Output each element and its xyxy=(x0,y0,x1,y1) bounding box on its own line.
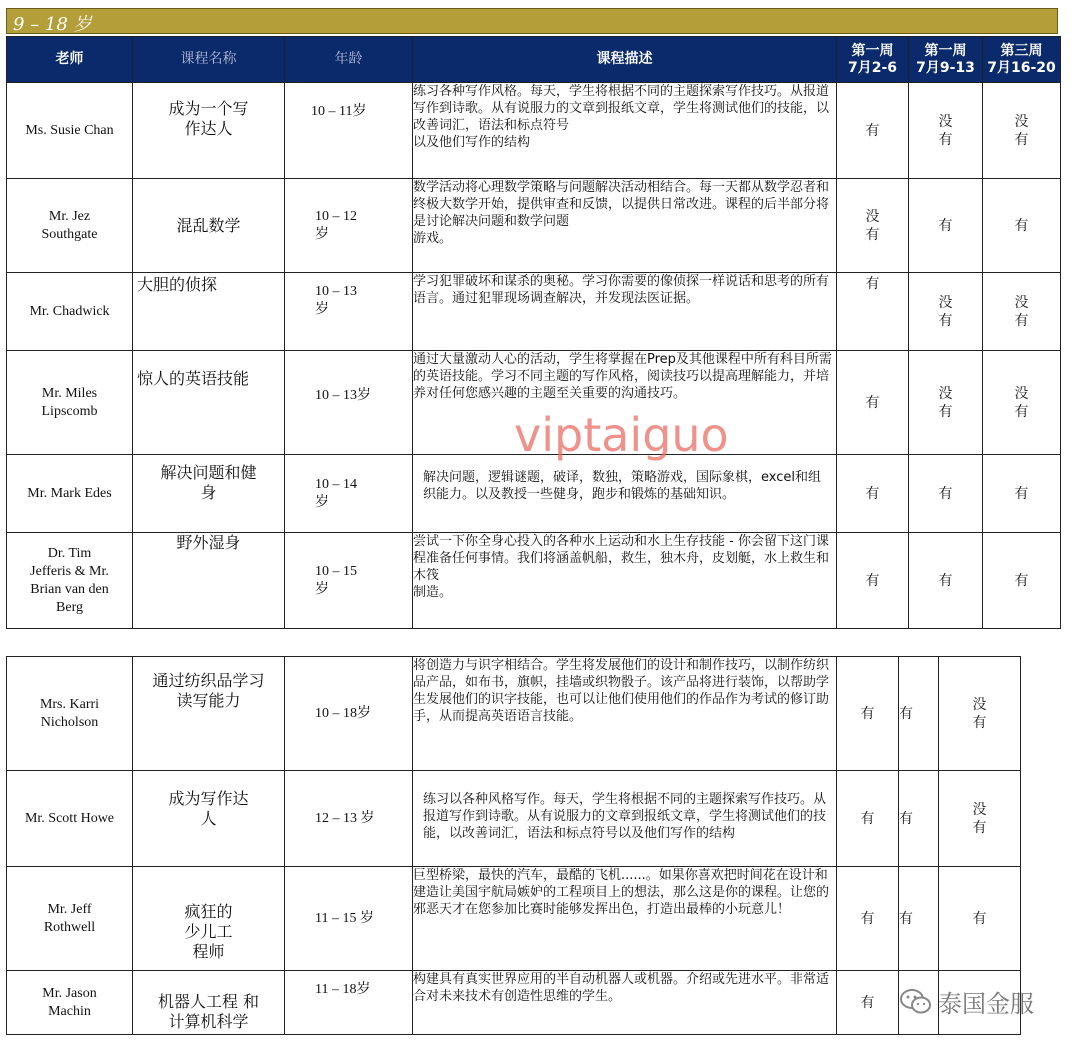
table-header-row xyxy=(7,37,1061,83)
description-cell: 数学活动将心理数学策略与问题解决活动相结合。每一天都从数学忍者和终极大数学开始，提供审查和反馈，以提供日常改进。课程的后半部分将是讨论解决问题和数学问题 游戏。 xyxy=(413,179,837,273)
age-cell: 10 – 11岁 xyxy=(285,83,413,179)
table-row xyxy=(7,971,1021,1035)
week-1-availability: 有 xyxy=(837,867,899,971)
wechat-icon xyxy=(900,988,932,1016)
description-cell: 学习犯罪破坏和谋杀的奥秘。学习你需要的像侦探一样说话和思考的所有语言。通过犯罪现场调查解决，并发现法医证据。 xyxy=(413,273,837,351)
teacher-cell: Mr. Scott Howe xyxy=(7,771,133,867)
table-row xyxy=(7,179,1061,273)
teacher-cell: Mr. Chadwick xyxy=(7,273,133,351)
age-cell: 10 – 12 岁 xyxy=(285,179,413,273)
header-week-2: 第一周 7月9-13 xyxy=(909,37,983,83)
week-1-availability: 有 xyxy=(837,83,909,179)
course-name-cell: 成为写作达 人 xyxy=(133,771,285,867)
course-name-cell: 成为一个写 作达人 xyxy=(133,83,285,179)
week-1-availability: 有 xyxy=(837,273,909,351)
teacher-cell: Mr. Mark Edes xyxy=(7,455,133,533)
week-3-availability: 没 有 xyxy=(983,273,1061,351)
week-3-availability: 有 xyxy=(983,533,1061,629)
week-3-availability: 有 xyxy=(939,867,1021,971)
header-age: 年龄 xyxy=(285,37,413,83)
week-1-availability: 没 有 xyxy=(837,179,909,273)
description-cell: 尝试一下你全身心投入的各种水上运动和水上生存技能 - 你会留下这门课程准备任何事情。我们将涵盖帆船，救生，独木舟，皮划艇，水上救生和木筏 制造。 xyxy=(413,533,837,629)
table-row xyxy=(7,771,1021,867)
description-cell: 巨型桥梁，最快的汽车，最酷的飞机......。如果你喜欢把时间花在设计和建造让美国宇航局嫉妒的工程项目上的想法，那么这是你的课程。让您的邪恶天才在您参加比赛时能够发挥出色，打造出最棒的小玩意儿！ xyxy=(413,867,837,971)
teacher-cell: Mr. Jason Machin xyxy=(7,971,133,1035)
age-cell: 10 – 14 岁 xyxy=(285,455,413,533)
age-group-banner xyxy=(6,8,1058,34)
header-week-3: 第三周 7月16-20 xyxy=(983,37,1061,83)
week-2-availability: 没 有 xyxy=(909,351,983,455)
teacher-cell: Mrs. Karri Nicholson xyxy=(7,657,133,771)
week-2-availability: 没 有 xyxy=(909,273,983,351)
wechat-account-name: 泰国金服 xyxy=(938,990,1034,1018)
week-1-availability: 有 xyxy=(837,533,909,629)
course-name-cell: 疯狂的 少儿工 程师 xyxy=(133,867,285,971)
course-name-cell: 大胆的侦探 xyxy=(133,273,285,351)
week-2-availability: 有 xyxy=(899,771,939,867)
header-course: 课程名称 xyxy=(133,37,285,83)
wechat-brand xyxy=(900,984,1034,1019)
week-2-availability: 没 有 xyxy=(909,83,983,179)
table-row xyxy=(7,867,1021,971)
week-2-availability: 有 xyxy=(909,533,983,629)
week-2-availability: 有 xyxy=(899,657,939,771)
week-2-availability: 有 xyxy=(899,867,939,971)
description-cell: 练习以各种风格写作。每天，学生将根据不同的主题探索写作技巧。从报道写作到诗歌。从有说服力的文章到报纸文章，学生将测试他们的技能，以改善词汇，语法和标点符号以及他们写作的结构 xyxy=(413,771,837,867)
week-1-availability: 有 xyxy=(837,455,909,533)
course-table-1 xyxy=(6,36,1061,629)
watermark-text: viptaiguo xyxy=(514,408,729,462)
teacher-cell: Mr. Miles Lipscomb xyxy=(7,351,133,455)
week-1-availability: 有 xyxy=(837,657,899,771)
age-cell: 10 – 18岁 xyxy=(285,657,413,771)
teacher-cell: Dr. Tim Jefferis & Mr. Brian van den Berg xyxy=(7,533,133,629)
course-name-cell: 野外湿身 xyxy=(133,533,285,629)
header-teacher: 老师 xyxy=(7,37,133,83)
description-cell: 通过大量激动人心的活动，学生将掌握在Prep及其他课程中所有科目所需的英语技能。学习不同主题的写作风格，阅读技巧以提高理解能力，并培养对任何您感兴趣的主题至关重要的沟通技巧。 xyxy=(413,351,837,455)
age-cell: 10 – 13岁 xyxy=(285,351,413,455)
age-cell: 11 – 15 岁 xyxy=(285,867,413,971)
teacher-cell: Mr. Jez Southgate xyxy=(7,179,133,273)
description-cell: 练习各种写作风格。每天，学生将根据不同的主题探索写作技巧。从报道写作到诗歌。从有说服力的文章到报纸文章，学生将测试他们的技能，以改善词汇，语法和标点符号 以及他们写作的结构 xyxy=(413,83,837,179)
table-row xyxy=(7,455,1061,533)
course-name-cell: 通过纺织品学习 读写能力 xyxy=(133,657,285,771)
week-2-availability: 有 xyxy=(909,179,983,273)
description-cell: 将创造力与识字相结合。学生将发展他们的设计和制作技巧，以制作纺织品产品，如布书，旗帜，挂墙或织物骰子。该产品将进行装饰，以帮助学生发展他们的识字技能，也可以让他们使用他们的作品作为考试的修订助手，从而提高英语语言技能。 xyxy=(413,657,837,771)
week-2-availability: 有 xyxy=(909,455,983,533)
course-name-cell: 解决问题和健 身 xyxy=(133,455,285,533)
course-name-cell: 惊人的英语技能 xyxy=(133,351,285,455)
week-3-availability: 没 有 xyxy=(983,83,1061,179)
course-name-cell: 机器人工程 和 计算机科学 xyxy=(133,971,285,1035)
table-row xyxy=(7,657,1021,771)
week-3-availability: 没 有 xyxy=(939,657,1021,771)
teacher-cell: Ms. Susie Chan xyxy=(7,83,133,179)
table-row xyxy=(7,273,1061,351)
course-table-2 xyxy=(6,656,1021,1035)
week-1-availability: 有 xyxy=(837,971,899,1035)
age-group-label: 9 – 18 岁 xyxy=(13,14,92,35)
header-description: 课程描述 xyxy=(413,37,837,83)
table-row xyxy=(7,533,1061,629)
age-cell: 10 – 15 岁 xyxy=(285,533,413,629)
week-3-availability: 有 xyxy=(983,179,1061,273)
week-3-availability: 有 xyxy=(983,455,1061,533)
table-row xyxy=(7,83,1061,179)
header-week-1: 第一周 7月2-6 xyxy=(837,37,909,83)
description-cell: 构建具有真实世界应用的半自动机器人或机器。介绍或先进水平。非常适合对未来技术有创造性思维的学生。 xyxy=(413,971,837,1035)
description-cell: 解决问题，逻辑谜题，破译，数独，策略游戏，国际象棋，excel和组织能力。以及教授一些健身，跑步和锻炼的基础知识。 xyxy=(413,455,837,533)
week-3-availability: 没 有 xyxy=(939,771,1021,867)
age-cell: 12 – 13 岁 xyxy=(285,771,413,867)
week-3-availability: 没 有 xyxy=(983,351,1061,455)
age-cell: 10 – 13 岁 xyxy=(285,273,413,351)
week-1-availability: 有 xyxy=(837,351,909,455)
week-1-availability: 有 xyxy=(837,771,899,867)
age-cell: 11 – 18岁 xyxy=(285,971,413,1035)
teacher-cell: Mr. Jeff Rothwell xyxy=(7,867,133,971)
course-name-cell: 混乱数学 xyxy=(133,179,285,273)
